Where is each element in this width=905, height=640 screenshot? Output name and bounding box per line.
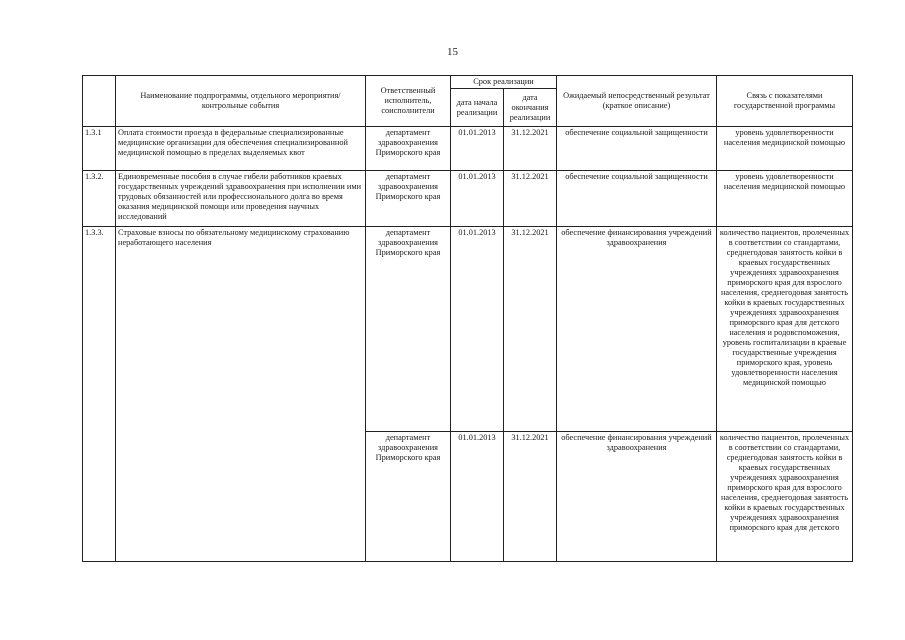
row-start-date: 01.01.2013	[451, 432, 504, 562]
row-name: Оплата стоимости проезда в федеральные специализированные медицинские организации для обеспечения специализированной медицинской помощью в пределах выделяемых квот	[116, 127, 366, 171]
row-link: количество пациентов, пролеченных в соответствии со стандартами, среднегодовая занятость койки в краевых государственных учреждениях здравоохранения приморского края для взрослого населения, среднегодовая занятость койки в краевых государственных учреждениях здравоохранения приморского края для детского	[717, 432, 853, 562]
row-end-date: 31.12.2021	[504, 227, 557, 432]
row-start-date: 01.01.2013	[451, 171, 504, 227]
row-result: обеспечение финансирования учреждений здравоохранения	[557, 227, 717, 432]
program-table	[82, 75, 853, 562]
row-start-date: 01.01.2013	[451, 227, 504, 432]
row-executor: департамент здравоохранения Приморского края	[366, 127, 451, 171]
row-result: обеспечение финансирования учреждений здравоохранения	[557, 432, 717, 562]
row-end-date: 31.12.2021	[504, 432, 557, 562]
header-result: Ожидаемый непосредственный результат (краткое описание)	[557, 76, 717, 127]
table-row	[83, 171, 853, 227]
row-executor: департамент здравоохранения Приморского края	[366, 227, 451, 432]
row-result: обеспечение социальной защищенности	[557, 127, 717, 171]
row-number: 1.3.2.	[83, 171, 116, 227]
header-link: Связь с показателями государственной программы	[717, 76, 853, 127]
row-number: 1.3.1	[83, 127, 116, 171]
header-end: дата окончания реализации	[504, 89, 557, 127]
header-num	[83, 76, 116, 127]
row-end-date: 31.12.2021	[504, 171, 557, 227]
table-row	[83, 227, 853, 432]
row-end-date: 31.12.2021	[504, 127, 557, 171]
header-name: Наименование подпрограммы, отдельного мероприятия/контрольные события	[116, 76, 366, 127]
table-row	[83, 127, 853, 171]
header-executor: Ответственный исполнитель, соисполнители	[366, 76, 451, 127]
row-link: уровень удовлетворенности населения медицинской помощью	[717, 127, 853, 171]
row-result: обеспечение социальной защищенности	[557, 171, 717, 227]
row-start-date: 01.01.2013	[451, 127, 504, 171]
row-executor: департамент здравоохранения Приморского края	[366, 171, 451, 227]
header-period: Срок реализации	[451, 76, 557, 89]
row-executor: департамент здравоохранения Приморского края	[366, 432, 451, 562]
row-name: Страховые взносы по обязательному медицинскому страхованию неработающего населения	[116, 227, 366, 562]
header-start: дата начала реализации	[451, 89, 504, 127]
row-link: количество пациентов, пролеченных в соответствии со стандартами, среднегодовая занятость койки в краевых государственных учреждениях здравоохранения приморского края для взрослого населения, среднегодовая занятость койки в краевых государственных учреждениях здравоохранения приморского края для детского населения и родовспоможения, уровень госпитализации в краевые государственные учреждения приморского края, уровень удовлетворенности населения медицинской помощью	[717, 227, 853, 432]
page-number: 15	[447, 46, 458, 58]
header-row	[83, 76, 853, 89]
row-link: уровень удовлетворенности населения медицинской помощью	[717, 171, 853, 227]
row-name: Единовременные пособия в случае гибели работников краевых государственных учреждений здравоохранения при исполнении ими трудовых обязанностей или профессионального долга во время оказания медицинской помощи или проведения научных исследований	[116, 171, 366, 227]
row-number: 1.3.3.	[83, 227, 116, 562]
